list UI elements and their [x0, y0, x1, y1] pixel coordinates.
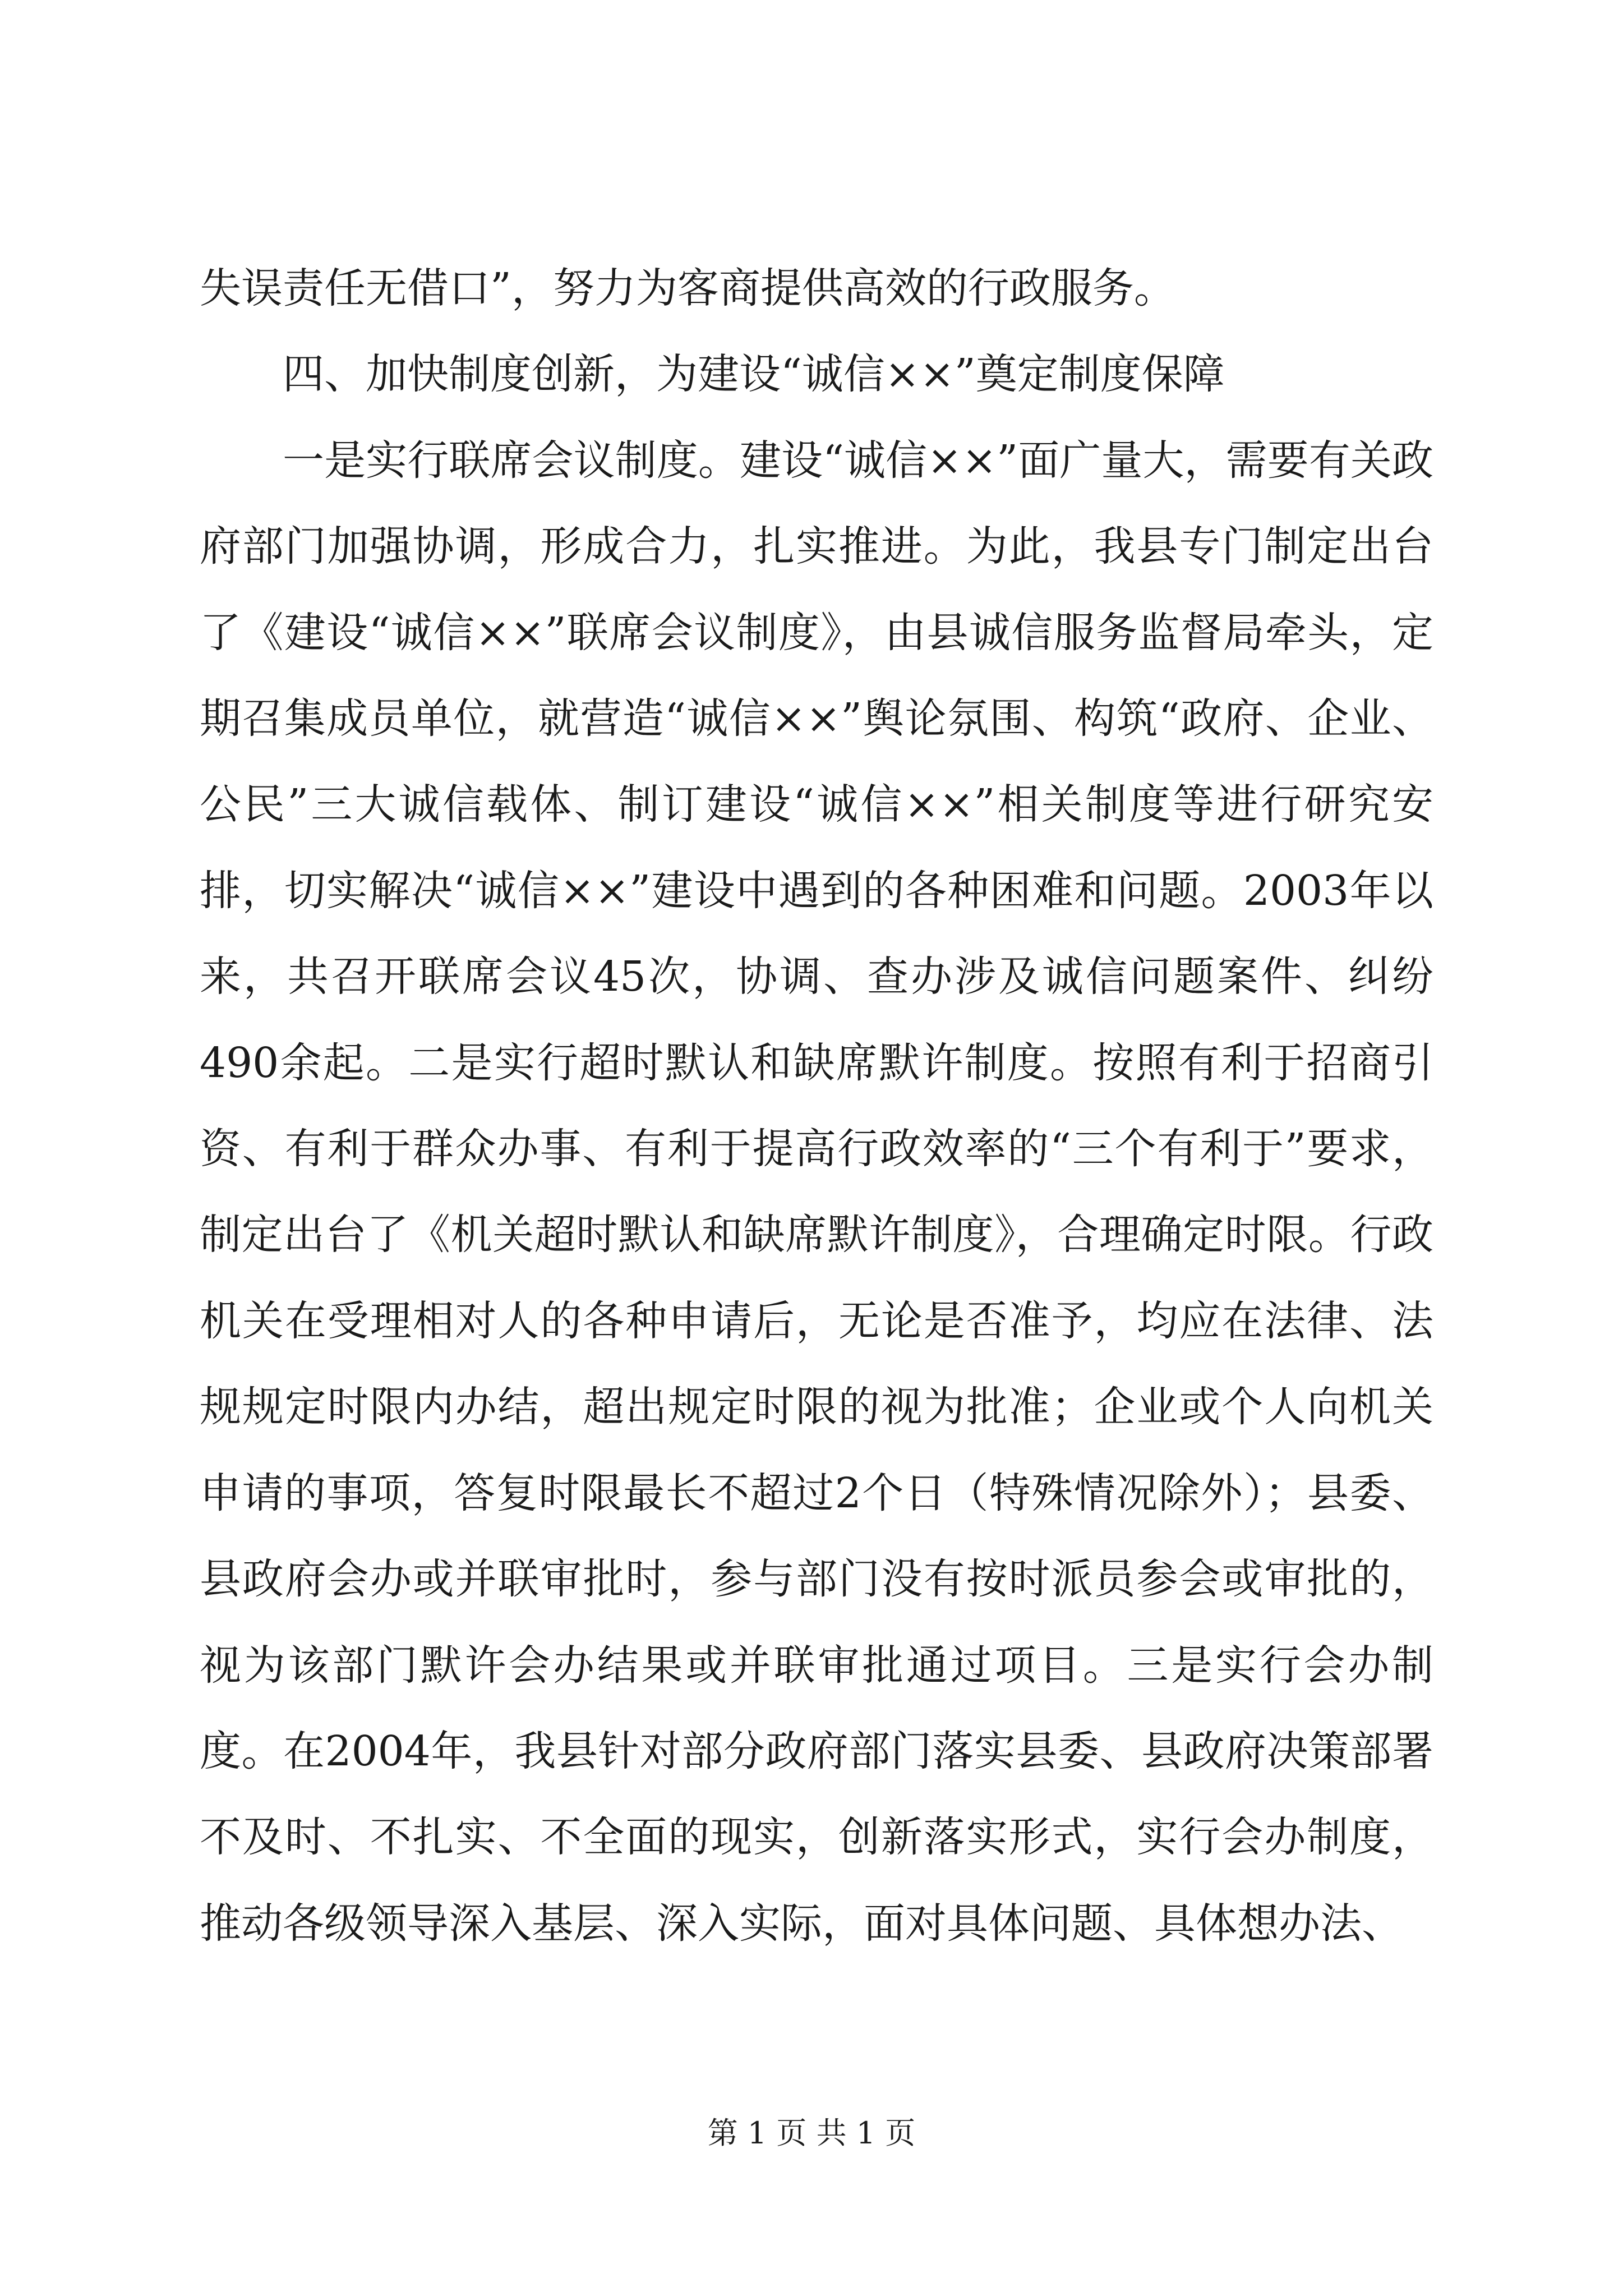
- section-heading: 四、加快制度创新，为建设“诚信××”奠定制度保障: [283, 350, 1225, 399]
- paragraph-body: 一是实行联席会议制度。建设“诚信××”面广量大，需要有关政府部门加强协调，形成合力，扎实推进。为此，我县专门制定出台了《建设“诚信××”联席会议制度》，由县诚信服务监督局牵头，定期召集成员单位，就营造“诚信××”舆论氛围、构筑“政府、企业、公民”三大诚信载体、制订建设“诚信××”相关制度等进行研究安排，切实解决“诚信××”建设中遇到的各种困难和问题。2003年以来，共召开联席会议45次，协调、查办涉及诚信问题案件、纠纷490余起。二是实行超时默认和缺席默许制度。按照有利于招商引资、有利于群众办事、有利于提高行政效率的“三个有利于”要求，制定出台了《机关超时默认和缺席默许制度》，合理确定时限。行政机关在受理相对人的各种申请后，无论是否准予，均应在法律、法规规定时限内办结，超出规定时限的视为批准；企业或个人向机关申请的事项，答复时限最长不超过2个日（特殊情况除外）；县委、县政府会办或并联审批时，参与部门没有按时派员参会或审批的，视为该部门默许会办结果或并联审批通过项目。三是实行会办制度。在2004年，我县针对部分政府部门落实县委、县政府决策部署不及时、不扎实、不全面的现实，创新落实形式，实行会办制度，推动各级领导深入基层、深入实际，面对具体问题、具体想办法、: [200, 436, 1433, 1948]
- page-footer: 第 1 页 共 1 页: [707, 2115, 916, 2151]
- document-body: [200, 246, 1433, 1967]
- paragraph-continuation: 失误责任无借口”，努力为客商提供高效的行政服务。: [200, 264, 1175, 312]
